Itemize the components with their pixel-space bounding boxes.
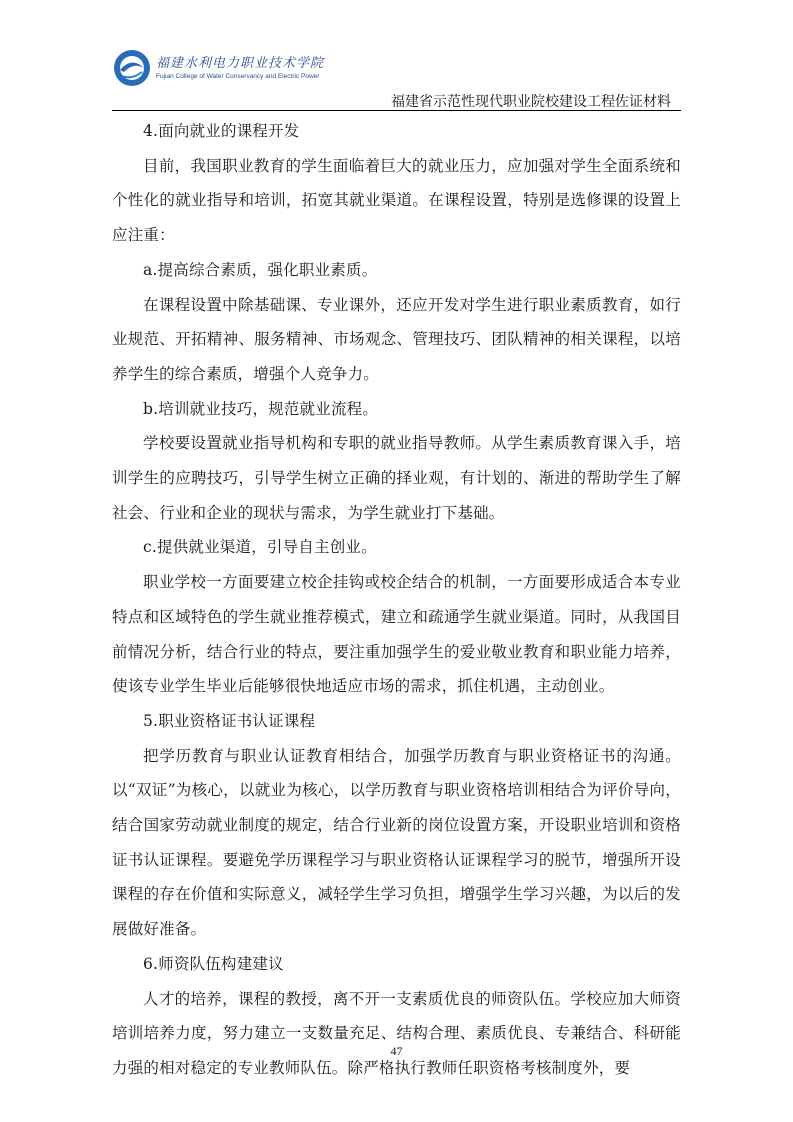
- header-title: 福建省示范性现代职业院校建设工程佐证材料: [391, 94, 671, 110]
- logo-english-name: Fujian College of Water Conservancy and Electric Power: [156, 72, 320, 80]
- heading-faculty-building: 6.师资队伍构建建议: [143, 954, 284, 973]
- header-divider: [112, 110, 681, 111]
- paragraph: 目前，我国职业教育的学生面临着巨大的就业压力，应加强对学生全面系统和个性化的就业指导和培训，拓宽其就业渠道。在课程设置，特别是选修课的设置上应注重：: [112, 156, 681, 245]
- heading-employment-course: 4.面向就业的课程开发: [143, 122, 300, 140]
- paragraph: 学校要设置就业指导机构和专职的就业指导教师。从学生素质教育课入手，培训学生的应聘技巧，引导学生树立正确的择业观，有计划的、渐进的帮助学生了解社会、行业和企业的现状与需求，为学生就业打下基础。: [112, 434, 681, 522]
- college-logo: [112, 48, 324, 88]
- paragraph: 职业学校一方面要建立校企挂钩或校企结合的机制，一方面要形成适合本专业特点和区域特色的学生就业推荐模式，建立和疏通学生就业渠道。同时，从我国目前情况分析，结合行业的特点，要注重加强学生的爱业敬业教育和职业能力培养，使该专业学生毕业后能够很快地适应市场的需求，抓住机遇，主动创业。: [112, 573, 681, 696]
- logo-chinese-name: 福建水利电力职业技术学院: [156, 55, 325, 71]
- document-body: [112, 114, 681, 1086]
- subheading-b: b.培训就业技巧，规范就业流程。: [143, 399, 379, 418]
- paragraph: 把学历教育与职业认证教育相结合，加强学历教育与职业资格证书的沟通。以“双证”为核心，以就业为核心，以学历教育与职业资格培训相结合为评价导向，结合国家劳动就业制度的规定，结合行业新的岗位设置方案，开设职业培训和资格证书认证课程。要避免学历课程学习与职业资格认证课程学习的脱节，增强所开设课程的存在价值和实际意义，减轻学生学习负担，增强学生学习兴趣，为以后的发展做好准备。: [112, 746, 681, 939]
- subheading-a: a.提高综合素质，强化职业素质。: [143, 260, 378, 279]
- heading-certification-course: 5.职业资格证书认证课程: [143, 711, 316, 730]
- page-number: 47: [390, 1044, 403, 1058]
- paragraph: 在课程设置中除基础课、专业课外，还应开发对学生进行职业素质教育，如行业规范、开拓精神、服务精神、市场观念、管理技巧、团队精神的相关课程，以培养学生的综合素质，增强个人竞争力。: [112, 295, 681, 383]
- college-emblem-icon: [112, 48, 152, 88]
- paragraph: 人才的培养，课程的教授，离不开一支素质优良的师资队伍。学校应加大师资培训培养力度，努力建立一支数量充足、结构合理、素质优良、专兼结合、科研能力强的相对稳定的专业教师队伍。除严格执行教师任职资格考核制度外，要: [112, 989, 681, 1077]
- subheading-c: c.提供就业渠道，引导自主创业。: [143, 538, 377, 557]
